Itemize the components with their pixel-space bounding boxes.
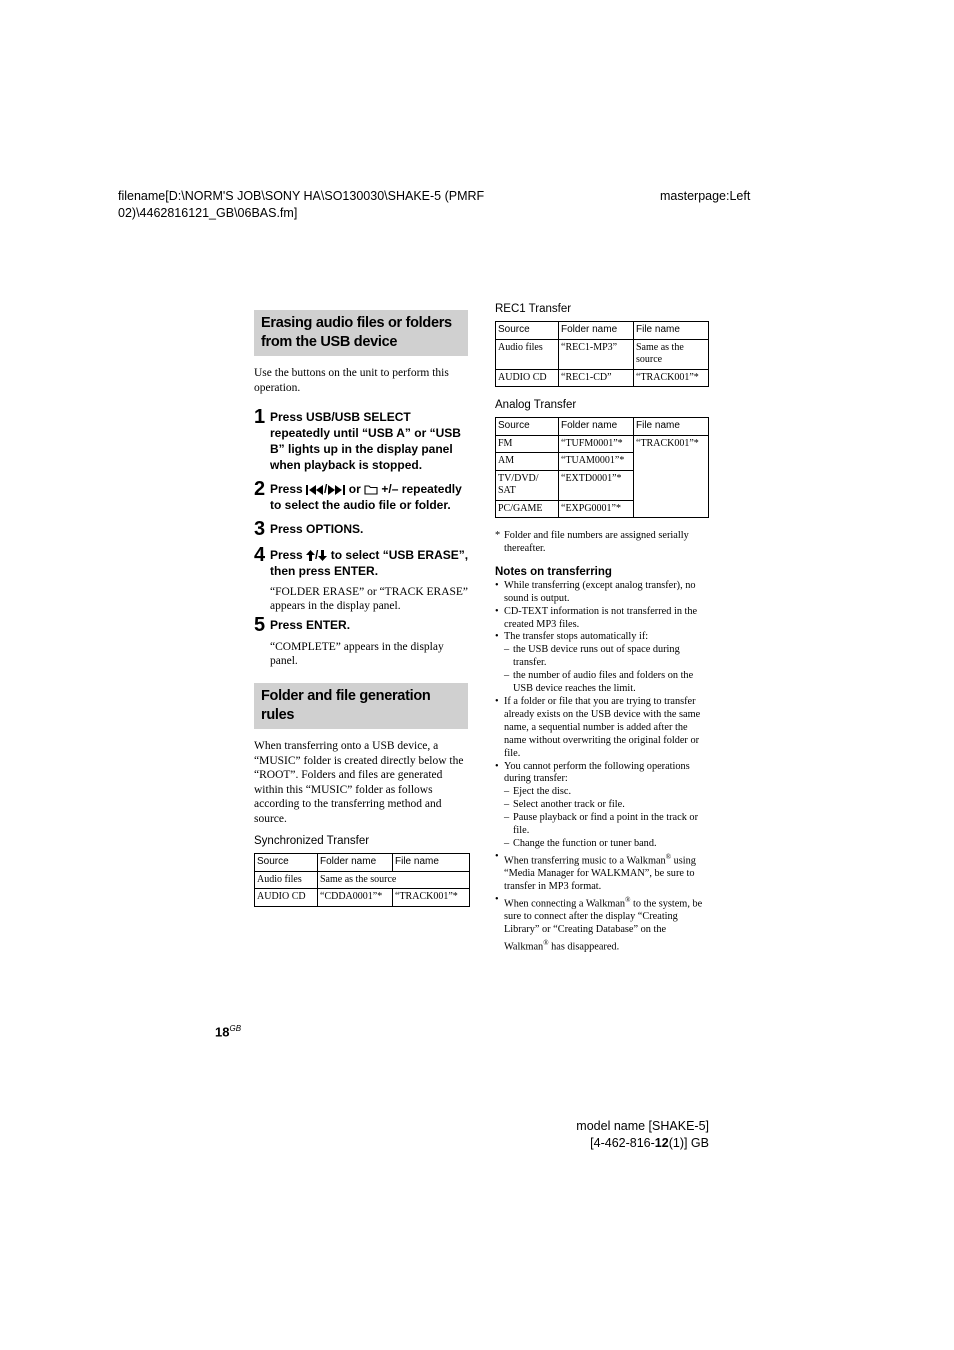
right-column [495,303,709,954]
table-cell: “REC1-MP3” [559,339,634,369]
table-header-cell: Source [496,322,559,340]
step-number: 2 [254,478,266,500]
list-item: • The transfer stops automatically if: [495,631,649,643]
table-cell: “TUFM0001”* [559,435,634,453]
table-cell: AUDIO CD [255,889,318,907]
section-title-erasing: Erasing audio files or folders from the USB device [254,310,468,356]
registered-mark: ® [543,939,549,948]
table-cell: PC/GAME [496,500,559,518]
step-5 [254,614,470,668]
table-header-cell: File name [634,418,709,436]
table-row [255,889,470,907]
table-header-row [255,854,470,872]
list-item: • If a folder or file that you are trying to transfer already exists on the USB device with the same name, a sequential number is added after the name without overwriting the original folder or file. [495,695,701,759]
filename-line1: filename[D:\NORM'S JOB\SONY HA\SO130030\SHAKE-5 (PMRF [118,189,485,203]
footer-model [576,1118,709,1152]
sync-transfer-label: Synchronized Transfer [254,835,370,847]
step-text: Press OPTIONS. [270,522,364,536]
table-header-cell: File name [393,854,470,872]
step-text: Press USB/USB SELECT repeatedly until “USB A” or “USB B” lights up in the display panel when playback is stopped. [270,410,461,472]
header-masterpage: masterpage:Left [660,189,751,203]
list-item: • CD-TEXT information is not transferred in the created MP3 files. [495,605,698,630]
list-subitem: – the USB device runs out of space during transfer. [504,644,680,669]
list-subitem: – the number of audio files and folders on the USB device reaches the limit. [504,670,694,695]
step-4 [254,544,470,613]
table-row [496,435,709,453]
list-subitem: – Eject the disc. [504,786,572,798]
table-cell: Audio files [255,871,318,889]
table-header-row [496,418,709,436]
table-cell: “EXTD0001”* [559,470,634,500]
previous-track-icon [306,485,324,495]
list-item: • When connecting a Walkman® to the system, be sure to connect after the display “Creating Library” or “Creating Database” on the Walkman® has disappeared. [495,893,703,953]
notes-title: Notes on transferring [495,565,612,578]
rec1-transfer-label: REC1 Transfer [495,303,572,315]
model-code: [4-462-816-12(1)] GB [590,1136,709,1150]
table-header-cell: File name [634,322,709,340]
table-header-cell: Folder name [559,418,634,436]
table-cell: “REC1-CD” [559,369,634,387]
model-name: model name [SHAKE-5] [576,1119,709,1133]
step-1 [254,406,470,473]
erasing-intro: Use the buttons on the unit to perform this operation. [254,367,449,394]
table-cell: TV/DVD/ SAT [496,470,559,500]
list-subitem: – Change the function or tuner band. [504,837,657,849]
list-item: • You cannot perform the following operations during transfer: [495,760,690,785]
sync-transfer-table [254,853,470,907]
step-text: Press / or +/– repeatedly to select the audio file or folder. [270,482,462,512]
up-arrow-icon [306,550,315,561]
section-title-folder-rules: Folder and file generation rules [254,683,468,729]
list-subitem: – Pause playback or find a point in the track or file. [504,812,699,837]
step-text: Press ENTER. [270,618,351,632]
table-row [255,871,470,889]
table-cell: FM [496,435,559,453]
table-header-cell: Folder name [318,854,393,872]
table-cell: Same as the source [318,871,470,889]
step-number: 1 [254,406,266,428]
registered-mark: ® [625,895,631,904]
folder-icon [364,484,378,495]
step-2 [254,478,470,513]
folder-rules-intro: When transferring onto a USB device, a “MUSIC” folder is created directly below the “ROOT”. Folders and files are generated within this “MUSIC” folder as follows according to the transferring method and source. [254,740,464,825]
list-item: • When transferring music to a Walkman® using “Media Manager for WALKMAN”, be sure to transfer in MP3 format. [495,850,696,893]
left-column [254,310,470,907]
registered-mark: ® [665,852,672,861]
step-result: “COMPLETE” appears in the display panel. [270,641,444,667]
next-track-icon [327,485,345,495]
notes-list [495,580,709,955]
step-number: 4 [254,544,266,566]
table-cell: “TRACK001”* [634,369,709,387]
table-header-cell: Folder name [559,322,634,340]
down-arrow-icon [318,550,327,561]
table-cell: “TUAM0001”* [559,453,634,471]
step-number: 5 [254,614,266,636]
table-cell: “TRACK001”* [634,435,709,518]
step-text: Press / to select “USB ERASE”, then press ENTER. [270,548,469,578]
table-cell: “CDDA0001”* [318,889,393,907]
analog-transfer-table [495,417,709,518]
table-row [496,369,709,387]
list-item: • While transferring (except analog transfer), no sound is output. [495,579,696,604]
step-number: 3 [254,518,266,540]
filename-line2: 02)\4462816121_GB\06BAS.fm] [118,206,298,220]
step-3 [254,518,470,540]
table-header-cell: Source [496,418,559,436]
table-cell: Same as the source [634,339,709,369]
header-filename [118,188,548,222]
table-row [496,339,709,369]
step-result: “FOLDER ERASE” or “TRACK ERASE” appears in the display panel. [270,586,469,612]
table-header-cell: Source [255,854,318,872]
analog-transfer-label: Analog Transfer [495,399,577,411]
list-subitem: – Select another track or file. [504,799,625,811]
table-cell: “EXPG0001”* [559,500,634,518]
table-cell: Audio files [496,339,559,369]
table-header-row [496,322,709,340]
rec1-transfer-table [495,321,709,387]
table-cell: AUDIO CD [496,369,559,387]
page-number: $18^{GB}$ [215,1024,242,1040]
table-cell: AM [496,453,559,471]
footnote: * Folder and file numbers are assigned serially thereafter. [495,530,689,554]
table-cell: “TRACK001”* [393,889,470,907]
